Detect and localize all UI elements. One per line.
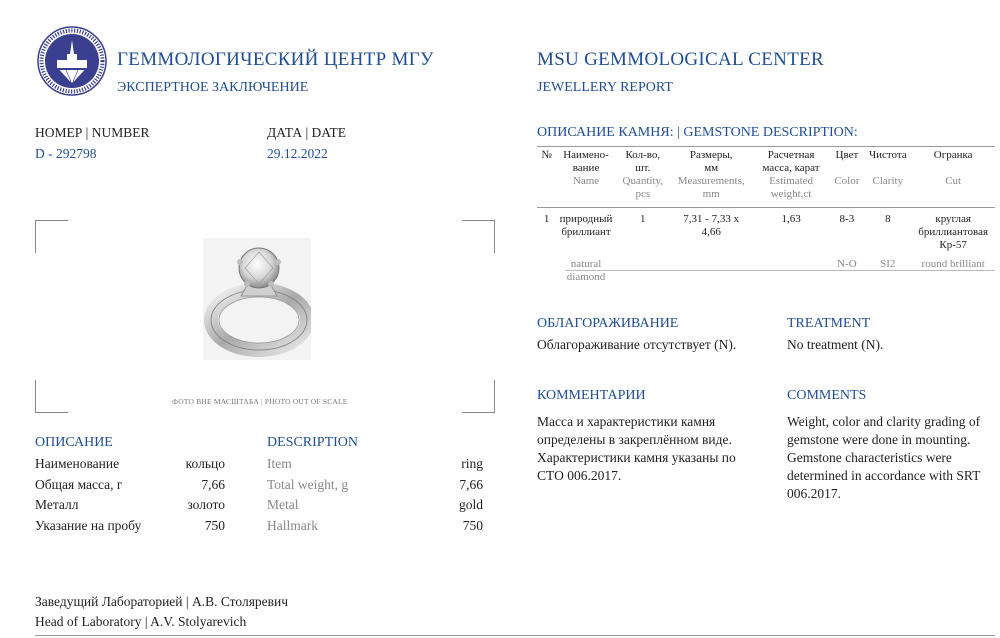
date-value: 29.12.2022 bbox=[267, 146, 328, 161]
description-ru-row bbox=[35, 518, 225, 534]
data-cell bbox=[616, 252, 670, 284]
description-ru-row bbox=[35, 497, 225, 513]
photo-frame-corner bbox=[35, 220, 68, 253]
description-en-row bbox=[267, 477, 483, 493]
description-ru-row bbox=[35, 456, 225, 472]
row-value: 750 bbox=[204, 518, 225, 533]
row-value: кольцо bbox=[185, 456, 225, 471]
comments-en-title: COMMENTS bbox=[787, 388, 867, 403]
data-cell: природный бриллиант bbox=[559, 213, 613, 238]
row-value: 750 bbox=[462, 518, 483, 533]
row-label: Total weight, g bbox=[267, 477, 349, 492]
row-label: Указание на пробу bbox=[35, 518, 142, 533]
data-cell: 1 bbox=[543, 213, 550, 225]
header-cell: Estimated weight,ct bbox=[769, 175, 814, 200]
photo-frame-corner bbox=[35, 380, 68, 413]
row-label: Металл bbox=[35, 497, 79, 512]
header-cell: Наимено- вание bbox=[563, 149, 609, 174]
row-label: Наименование bbox=[35, 456, 120, 471]
header-title-ru: ГЕММОЛОГИЧЕСКИЙ ЦЕНТР МГУ bbox=[117, 49, 434, 70]
header-cell: Measurements, mm bbox=[677, 175, 745, 200]
data-cell: round brilliant bbox=[921, 258, 985, 270]
data-cell: 1 bbox=[640, 213, 646, 225]
row-value: gold bbox=[458, 497, 483, 512]
header-cell: Размеры, мм bbox=[689, 149, 733, 174]
footer-divider bbox=[35, 635, 995, 636]
gemstone-data-row-ru bbox=[537, 208, 995, 253]
gemstone-data-row-en bbox=[537, 252, 995, 284]
header-title-en: MSU GEMMOLOGICAL CENTER bbox=[537, 49, 824, 70]
ring-photo bbox=[203, 238, 311, 360]
header-cell: Clarity bbox=[872, 175, 904, 187]
row-label: Hallmark bbox=[267, 518, 318, 533]
header-cell: № bbox=[541, 149, 552, 161]
treatment-ru-title: ОБЛАГОРАЖИВАНИЕ bbox=[537, 316, 679, 331]
data-cell bbox=[537, 252, 556, 284]
row-label: Общая масса, г bbox=[35, 477, 123, 492]
data-cell: 7,31 - 7,33 х 4,66 bbox=[683, 213, 740, 238]
description-en-row bbox=[267, 518, 483, 534]
gemstone-top-divider bbox=[537, 146, 995, 147]
row-value: ring bbox=[461, 456, 483, 471]
description-en-title: DESCRIPTION bbox=[267, 435, 359, 450]
data-cell: SI2 bbox=[880, 258, 896, 270]
data-cell: 8-3 bbox=[839, 213, 855, 225]
header-cell: Color bbox=[834, 175, 860, 187]
treatment-en-text: No treatment (N). bbox=[787, 337, 884, 352]
header-cell: Кол-во, шт. bbox=[625, 149, 661, 174]
signature-ru: Заведущий Лабораторией | А.В. Столяревич bbox=[35, 594, 289, 609]
photo-frame-corner bbox=[462, 220, 495, 253]
data-cell bbox=[753, 252, 830, 284]
row-label: Item bbox=[267, 456, 292, 471]
data-cell: 1,63 bbox=[781, 213, 801, 225]
photo-caption: ФОТО ВНЕ МАСШТАБА | PHOTO OUT OF SCALE bbox=[172, 397, 348, 406]
gemstone-header-row-ru bbox=[537, 149, 995, 175]
description-ru-row bbox=[35, 477, 225, 493]
number-label: НОМЕР | NUMBER bbox=[35, 125, 150, 140]
description-en-row bbox=[267, 497, 483, 513]
row-value: 7,66 bbox=[201, 477, 225, 492]
gemstone-bottom-divider bbox=[565, 270, 995, 271]
header-cell: Cut bbox=[945, 175, 962, 187]
header-cell: Расчетная масса, карат bbox=[762, 149, 820, 174]
date-label: ДАТА | DATE bbox=[267, 125, 347, 140]
header-cell: Огранка bbox=[933, 149, 973, 161]
gemstone-header-row-en bbox=[537, 175, 995, 201]
header-subtitle-en: JEWELLERY REPORT bbox=[537, 80, 673, 95]
row-value: золото bbox=[187, 497, 225, 512]
comments-ru-title: КОММЕНТАРИИ bbox=[537, 388, 646, 403]
comments-ru-text: Масса и характеристики камня определены в закреплённом виде. Характеристики камня указаны по СТО 006.2017. bbox=[537, 414, 736, 483]
data-cell bbox=[670, 252, 753, 284]
data-cell: 8 bbox=[885, 213, 891, 225]
data-cell: natural diamond bbox=[566, 258, 606, 283]
header-cell: Name bbox=[572, 175, 600, 187]
row-value: 7,66 bbox=[459, 477, 483, 492]
msu-logo-seal bbox=[37, 26, 107, 96]
photo-frame-corner bbox=[462, 380, 495, 413]
number-value: D - 292798 bbox=[35, 146, 97, 161]
header-cell: Цвет bbox=[835, 149, 859, 161]
treatment-ru-text: Облагораживание отсутствует (N). bbox=[537, 337, 737, 352]
header-cell bbox=[537, 175, 556, 201]
comments-en-text: Weight, color and clarity grading of gemstone were done in mounting. Gemstone characteristics were determined in accordance with SRT 006.2017. bbox=[787, 414, 981, 501]
row-label: Metal bbox=[267, 497, 299, 512]
description-ru-title: ОПИСАНИЕ bbox=[35, 435, 113, 450]
header-subtitle-ru: ЭКСПЕРТНОЕ ЗАКЛЮЧЕНИЕ bbox=[117, 80, 309, 95]
description-en-row bbox=[267, 456, 483, 472]
data-cell: круглая бриллиантовая Кр-57 bbox=[918, 213, 989, 251]
header-cell: Чистота bbox=[868, 149, 907, 161]
gemstone-title: ОПИСАНИЕ КАМНЯ: | GEMSTONE DESCRIPTION: bbox=[537, 125, 858, 140]
data-cell: N-O bbox=[837, 258, 857, 270]
signature-en: Head of Laboratory | A.V. Stolyarevich bbox=[35, 614, 247, 629]
header-cell: Quantity, pcs bbox=[622, 175, 664, 200]
treatment-en-title: TREATMENT bbox=[787, 316, 871, 331]
gemstone-table bbox=[537, 149, 995, 284]
